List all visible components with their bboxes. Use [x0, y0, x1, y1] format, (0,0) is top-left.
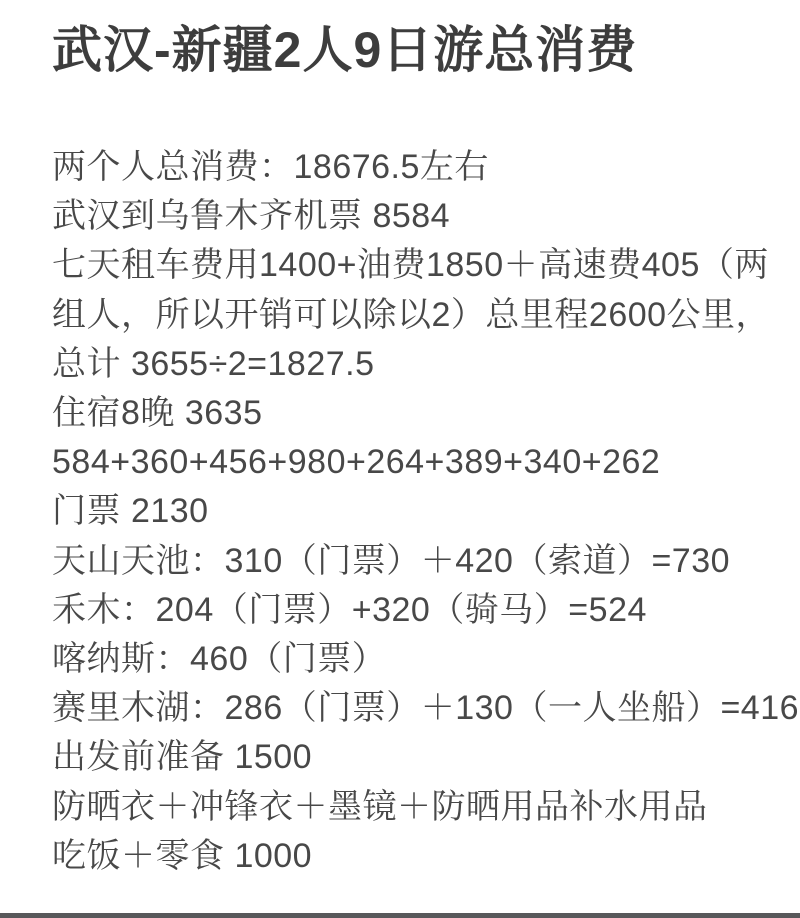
line-flight-cost: 武汉到乌鲁木齐机票 8584: [52, 197, 451, 236]
line-hotel-breakdown: 584+360+456+980+264+389+340+262: [52, 443, 661, 482]
line-hemu: 禾木：204（门票）+320（骑马）=524: [52, 590, 647, 629]
line-hotel-cost: 住宿8晚 3635: [52, 394, 263, 433]
line-car-rental-cont: 组人，所以开销可以除以2）总里程2600公里，: [52, 295, 771, 334]
line-tianshan-tianchi: 天山天池：310（门票）＋420（索道）=730: [52, 541, 731, 580]
line-kanas: 喀纳斯：460（门票）: [52, 640, 387, 679]
line-total-cost: 两个人总消费：18676.5左右: [52, 148, 489, 186]
bottom-edge-divider: [0, 913, 800, 918]
line-food-cost: 吃饭＋零食 1000: [52, 836, 313, 875]
page-title: 武汉-新疆2人9日游总消费: [52, 22, 638, 78]
line-car-rental-cost: 七天租车费用1400+油费1850＋高速费405（两: [52, 246, 769, 285]
line-preparation-cost: 出发前准备 1500: [52, 738, 313, 777]
line-preparation-items: 防晒衣＋冲锋衣＋墨镜＋防晒用品补水用品: [52, 787, 708, 826]
expense-list: [0, 143, 800, 881]
line-sailimu-lake: 赛里木湖：286（门票）＋130（一人坐船）=416: [52, 689, 800, 728]
line-tickets-total: 门票 2130: [52, 492, 209, 531]
line-car-total: 总计 3655÷2=1827.5: [52, 344, 375, 383]
